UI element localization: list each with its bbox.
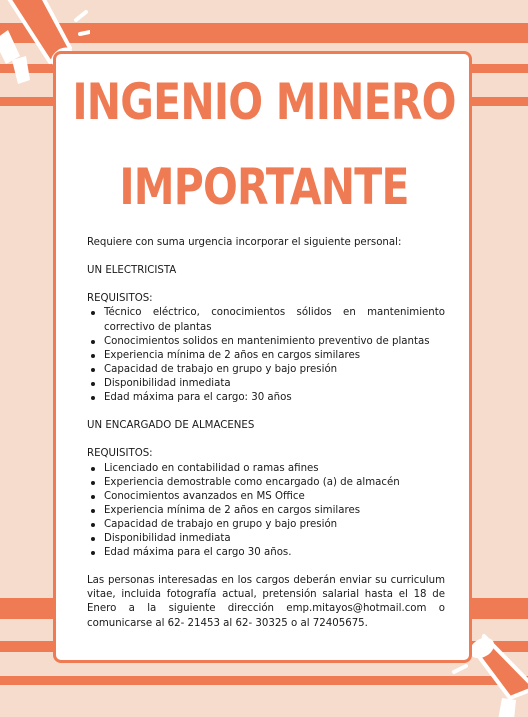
position-electricista-title: UN ELECTRICISTA <box>87 265 177 277</box>
requirements-list-electricista <box>87 306 445 405</box>
closing-paragraph: Las personas interesadas en los cargos deberán enviar su curriculum vitae, incluida fotografía actual, pretensión salarial hasta el 18 de Enero a la siguiente dirección emp.mitayos@hotmail.com o comunicarse al 62- 21453 al 62- 30325 o al 72405675. <box>87 575 445 629</box>
list-item: Disponibilidad inmediata <box>87 377 445 391</box>
list-item: Edad máxima para el cargo: 30 años <box>87 391 445 405</box>
list-item: Técnico eléctrico, conocimientos sólidos en mantenimiento correctivo de plantas <box>87 306 445 334</box>
list-item: Experiencia mínima de 2 años en cargos similares <box>87 349 445 363</box>
position-almacenes-title: UN ENCARGADO DE ALMACENES <box>87 420 255 432</box>
title-line-1: INGENIO MINERO <box>72 73 456 131</box>
list-item: Experiencia demostrable como encargado (a) de almacén <box>87 476 445 490</box>
list-item: Conocimientos avanzados en MS Office <box>87 490 445 504</box>
intro-text: Requiere con suma urgencia incorporar el siguiente personal: <box>87 237 402 248</box>
list-item: Licenciado en contabilidad o ramas afines <box>87 462 445 476</box>
title-line-2: IMPORTANTE <box>119 158 409 216</box>
list-item: Experiencia mínima de 2 años en cargos similares <box>87 504 445 518</box>
list-item: Conocimientos solidos en mantenimiento preventivo de plantas <box>87 335 445 349</box>
list-item: Disponibilidad inmediata <box>87 532 445 546</box>
list-item: Edad máxima para el cargo 30 años. <box>87 546 445 560</box>
requirements-list-almacenes <box>87 462 445 561</box>
list-item: Capacidad de trabajo en grupo y bajo presión <box>87 518 445 532</box>
requirements-label: REQUISITOS: <box>87 293 153 305</box>
requirements-label: REQUISITOS: <box>87 448 153 460</box>
job-posting-body <box>87 236 445 631</box>
list-item: Capacidad de trabajo en grupo y bajo presión <box>87 363 445 377</box>
